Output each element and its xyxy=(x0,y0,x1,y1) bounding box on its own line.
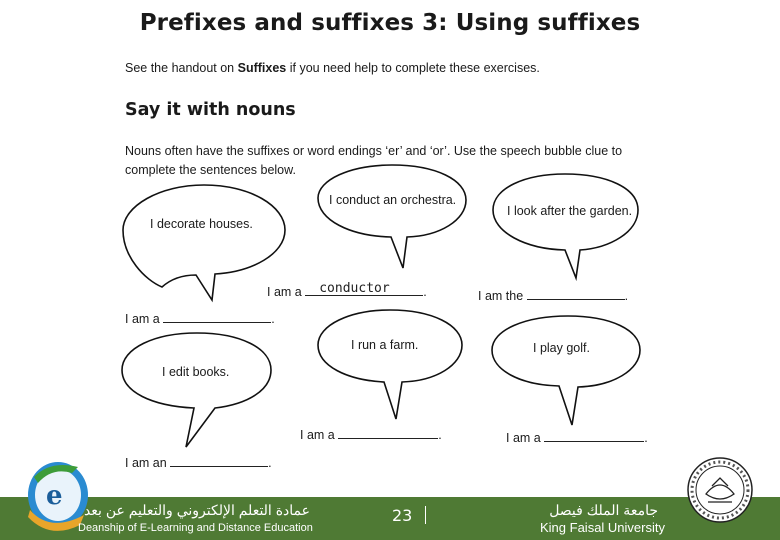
prompt-edit: I am an xyxy=(125,456,167,470)
bubble-garden xyxy=(493,174,638,278)
blank-golf[interactable] xyxy=(544,428,644,442)
blank-decorate[interactable] xyxy=(163,309,271,323)
blank-garden[interactable] xyxy=(527,286,625,300)
page-separator xyxy=(425,506,426,524)
prompt-golf: I am a xyxy=(506,431,541,445)
clue-farm: I run a farm. xyxy=(351,338,419,352)
blank-farm[interactable] xyxy=(338,425,438,439)
intro-bold: Suffixes xyxy=(237,61,287,75)
answer-line-edit: I am an . xyxy=(125,453,272,470)
deanship-english: Deanship of E-Learning and Distance Education xyxy=(78,522,313,534)
answer-line-farm: I am a . xyxy=(300,425,442,442)
university-english: King Faisal University xyxy=(540,520,665,535)
bubble-conduct xyxy=(318,165,466,268)
instructions-line-1: Nouns often have the suffixes or word endings ‘er’ and ‘or’. Use the speech bubble clue to xyxy=(125,144,623,158)
answer-line-conduct: I am a conductor . xyxy=(267,281,427,299)
bubble-decorate xyxy=(123,185,285,300)
answer-line-golf: I am a . xyxy=(506,428,648,445)
prompt-farm: I am a xyxy=(300,428,335,442)
page-number: 23 xyxy=(392,506,413,525)
clue-golf: I play golf. xyxy=(533,341,590,355)
svg-text:e: e xyxy=(46,481,63,511)
university-seal-icon xyxy=(678,456,762,526)
bubble-edit xyxy=(122,333,271,447)
university-arabic: جامعة الملك فيصل xyxy=(549,502,658,518)
prompt-garden: I am the xyxy=(478,289,524,303)
intro-before: See the handout on xyxy=(125,61,238,75)
answer-conduct: conductor xyxy=(319,281,390,296)
prompt-conduct: I am a xyxy=(267,285,302,299)
bubble-golf xyxy=(492,316,640,425)
deanship-arabic: عمادة التعلم الإلكتروني والتعليم عن بعد xyxy=(83,502,310,518)
answer-line-decorate: I am a . xyxy=(125,309,275,326)
prompt-decorate: I am a xyxy=(125,312,160,326)
blank-conduct[interactable] xyxy=(305,282,423,296)
section-heading: Say it with nouns xyxy=(125,100,296,120)
instructions-line-2: complete the sentences below. xyxy=(125,163,296,177)
clue-decorate: I decorate houses. xyxy=(150,217,253,231)
blank-edit[interactable] xyxy=(170,453,268,467)
intro-after: if you need help to complete these exercises. xyxy=(286,61,540,75)
clue-conduct: I conduct an orchestra. xyxy=(329,193,457,207)
worksheet-title: Prefixes and suffixes 3: Using suffixes xyxy=(139,10,641,36)
clue-edit: I edit books. xyxy=(162,365,230,379)
clue-garden: I look after the garden. xyxy=(507,204,633,218)
bubble-farm xyxy=(318,310,462,419)
answer-line-garden: I am the . xyxy=(478,286,628,303)
